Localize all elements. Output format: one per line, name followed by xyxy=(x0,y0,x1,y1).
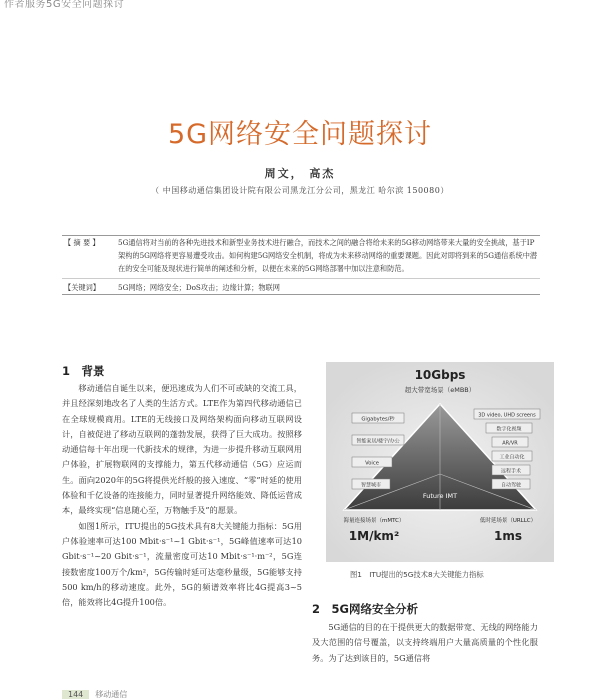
figure-1-triangle-diagram xyxy=(326,362,554,562)
section-2-heading: 2 5G网络安全分析 xyxy=(312,602,418,616)
left-item-label: 智慧城市 xyxy=(360,482,382,489)
center-label: Future IMT xyxy=(422,492,458,500)
abstract-divider xyxy=(62,278,540,279)
bottom-left-label: 海量连接场景（mMTC） xyxy=(343,518,405,524)
right-item-label: 3D video, UHD screens xyxy=(478,412,536,419)
section-2-paragraph: 5G通信的目的在于提供更大的数据带宽、无线的网络能力及大范围的信号覆盖，以支持终端用户大量高质量的个性化服务。为了达到该目的，5G通信将 xyxy=(312,622,538,663)
top-label: 超大带宽场景（eMBB） xyxy=(404,386,476,394)
section-1-heading: 1 背景 xyxy=(62,364,105,378)
section-1-body xyxy=(62,381,302,610)
running-head: 作者服务5G安全问题探讨 xyxy=(4,0,125,10)
figure-caption: 图1 ITU提出的5G技术8大关键能力指标 xyxy=(350,570,484,579)
left-item-label: 智能家居/楼宇/办公 xyxy=(356,438,400,445)
section-2-body xyxy=(312,620,538,666)
abstract-label: 【 摘 要 】 xyxy=(64,238,100,247)
journal-name: 移动通信 xyxy=(95,690,128,699)
page-footer xyxy=(62,689,127,700)
abstract-box xyxy=(62,235,540,295)
keywords-text: 5G网络；网络安全；DoS攻击；边缘计算；物联网 xyxy=(118,283,280,292)
abstract-text: 5G通信将对当前的各种先进技术和新型业务技术进行融合，而技术之间的融合将给未来的5G移动网络带来大量的安全挑战，基于IP架构的5G网络将更容易遭受攻击。如何构建5G网络安全机制，将成为未来移动网络的重要课题。因此对即将到来的5G通信系统中潜在的安全可能及现状进行简单的阐述和分析，以便在未来的5G网络部署中加以注意和防范。 xyxy=(118,238,538,273)
left-item-label: Gigabytes/秒 xyxy=(361,416,395,423)
bottom-right-label: 低时延场景（URLLC） xyxy=(479,518,537,524)
page-number: 144 xyxy=(62,690,89,699)
affiliation: （ 中国移动通信集团设计院有限公司黑龙江分公司，黑龙江 哈尔滨 150080） xyxy=(151,186,449,195)
right-item-label: 自动驾驶 xyxy=(500,482,522,489)
keywords xyxy=(62,281,540,294)
section-1-paragraph: 如图1所示，ITU提出的5G技术具有8大关键能力指标：5G用户体验速率可达100 Mbit·s⁻¹~1 Gbit·s⁻¹，5G峰值速率可达10 Gbit·s⁻¹~20 Gbit·s⁻¹，流量密度可达10 Mbit·s⁻¹·m⁻²，5G连接数密度100万个/km²，5G传输时延可达毫秒量级，5G能够支持500 km/h的移动速度。此外，5G的频谱效率将比4G提高3~5倍，能效将比4G提升100倍。 xyxy=(62,520,302,608)
keywords-label: 【关键词】 xyxy=(64,283,100,292)
right-item-label: 数字化视频 xyxy=(496,426,522,433)
authors: 周文， 高杰 xyxy=(264,167,336,180)
abstract xyxy=(62,236,540,275)
right-item-label: 工业自动化 xyxy=(499,454,525,461)
left-item-label: Voice xyxy=(365,460,379,467)
paper-title: 5G网络安全问题探讨 xyxy=(167,119,433,150)
section-1-paragraph: 移动通信自诞生以来，便迅速成为人们不可或缺的交流工具，并且经深刻地改名了人类的生活方式。LTE作为第四代移动通信已在全球规模商用。LTE的无线接口及网络架构面向移动互联网设计，自被促进了移动互联网的蓬勃发展，获得了巨大成功。按照移动通信每十年出现一代新技术的规律，为进一步提升移动互联网用户体验，扩展物联网的支撑能力，第五代移动通信（5G）应运而生。面向2020年的5G将提供光纤般的接入速度、“零”时延的使用体验和千亿设备的连接能力，同时显著提升网络能效、降低运营成本，最终实现“信息随心至，万物触手及”的愿景。 xyxy=(62,383,302,516)
right-item-label: 远程手术 xyxy=(500,468,522,475)
bottom-left-value: 1M/km² xyxy=(348,529,400,543)
bottom-right-value: 1ms xyxy=(494,529,522,543)
right-item-label: AR/VR xyxy=(502,440,518,447)
top-value: 10Gbps xyxy=(414,368,466,382)
